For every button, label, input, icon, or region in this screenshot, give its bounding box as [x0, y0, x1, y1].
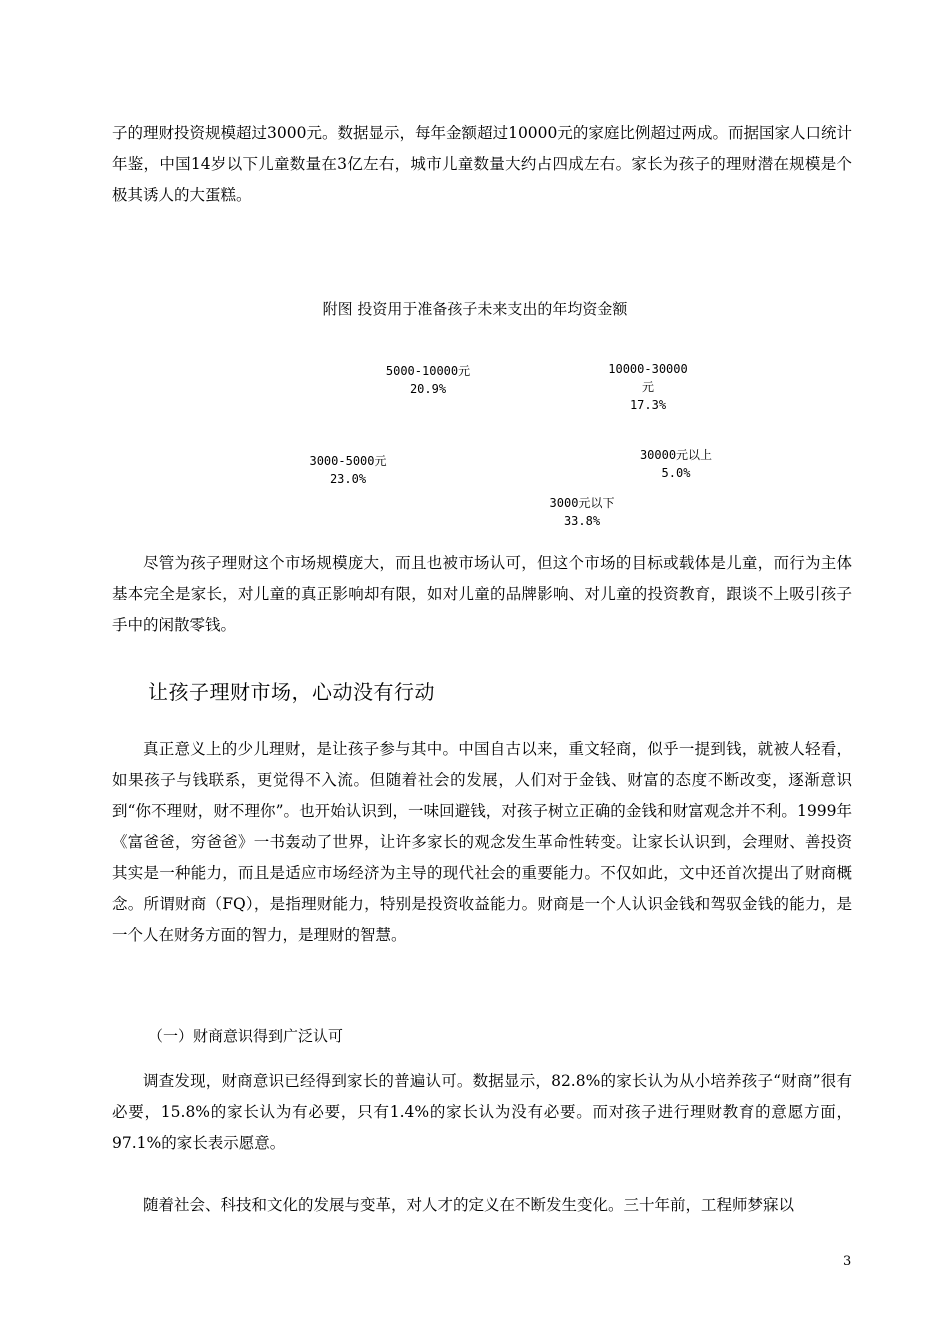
pie-slice-label — [368, 362, 488, 398]
paragraph-true-children-finance: 真正意义上的少儿理财，是让孩子参与其中。中国自古以来，重文轻商，似乎一提到钱，就被人轻看，如果孩子与钱联系，更觉得不入流。但随着社会的发展，人们对于金钱、财富的态度不断改变，逐渐意识到“你不理财，财不理你”。也开始认识到，一味回避钱，对孩子树立正确的金钱和财富观念并不利。1999年《富爸爸，穷爸爸》一书轰动了世界，让许多家长的观念发生革命性转变。让家长认识到，会理财、善投资其实是一种能力，而且是适应市场经济为主导的现代社会的重要能力。不仅如此，文中还首次提出了财商概念。所谓财商（FQ），是指理财能力，特别是投资收益能力。财商是一个人认识金钱和驾驭金钱的能力，是一个人在财务方面的智力，是理财的智慧。 — [112, 740, 852, 944]
paragraph-talent-definition: 随着社会、科技和文化的发展与变革，对人才的定义在不断发生变化。三十年前，工程师梦寐以 — [143, 1196, 795, 1214]
slice-label-percent: 17.3% — [629, 398, 667, 412]
pie-slice-label — [616, 446, 736, 482]
paragraph-market-subject: 尽管为孩子理财这个市场规模庞大，而且也被市场认可，但这个市场的目标或载体是儿童，而行为主体基本完全是家长，对儿童的真正影响却有限，如对儿童的品牌影响、对儿童的投资教育，跟谈不上吸引孩子手中的闲散零钱。 — [112, 554, 852, 634]
pie-slice-label — [588, 360, 708, 414]
slice-label-text: 30000元以上 — [639, 448, 713, 462]
page-number: 3 — [843, 1254, 852, 1269]
sub-section-heading: （一）财商意识得到广泛认可 — [148, 1027, 344, 1045]
slice-label-percent: 33.8% — [563, 514, 601, 528]
chart-caption: 附图 投资用于准备孩子未来支出的年均资金额 — [322, 300, 628, 318]
section-heading: 让孩子理财市场，心动没有行动 — [148, 680, 435, 704]
slice-label-percent: 5.0% — [661, 466, 691, 480]
paragraph-intro-continued: 子的理财投资规模超过3000元。数据显示，每年金额超过10000元的家庭比例超过两成。而据国家人口统计年鉴，中国14岁以下儿童数量在3亿左右，城市儿童数量大约占四成左右。家长为孩子的理财潜在规模是个极其诱人的大蛋糕。 — [112, 124, 852, 204]
slice-label-text: 10000-30000 — [608, 362, 688, 376]
slice-label-text: 5000-10000元 — [385, 364, 471, 378]
pie-slice-label — [288, 452, 408, 488]
slice-label-text: 3000-5000元 — [309, 454, 387, 468]
slice-label-text: 3000元以下 — [549, 496, 615, 510]
pie-slice-label — [522, 494, 642, 530]
paragraph-survey-findings: 调查发现，财商意识已经得到家长的普遍认可。数据显示，82.8%的家长认为从小培养孩子“财商”很有必要，15.8%的家长认为有必要，只有1.4%的家长认为没有必要。而对孩子进行理财教育的意愿方面，97.1%的家长表示愿意。 — [112, 1072, 852, 1152]
slice-label-text: 元 — [641, 380, 654, 394]
slice-label-percent: 20.9% — [409, 382, 447, 396]
slice-label-percent: 23.0% — [329, 472, 367, 486]
